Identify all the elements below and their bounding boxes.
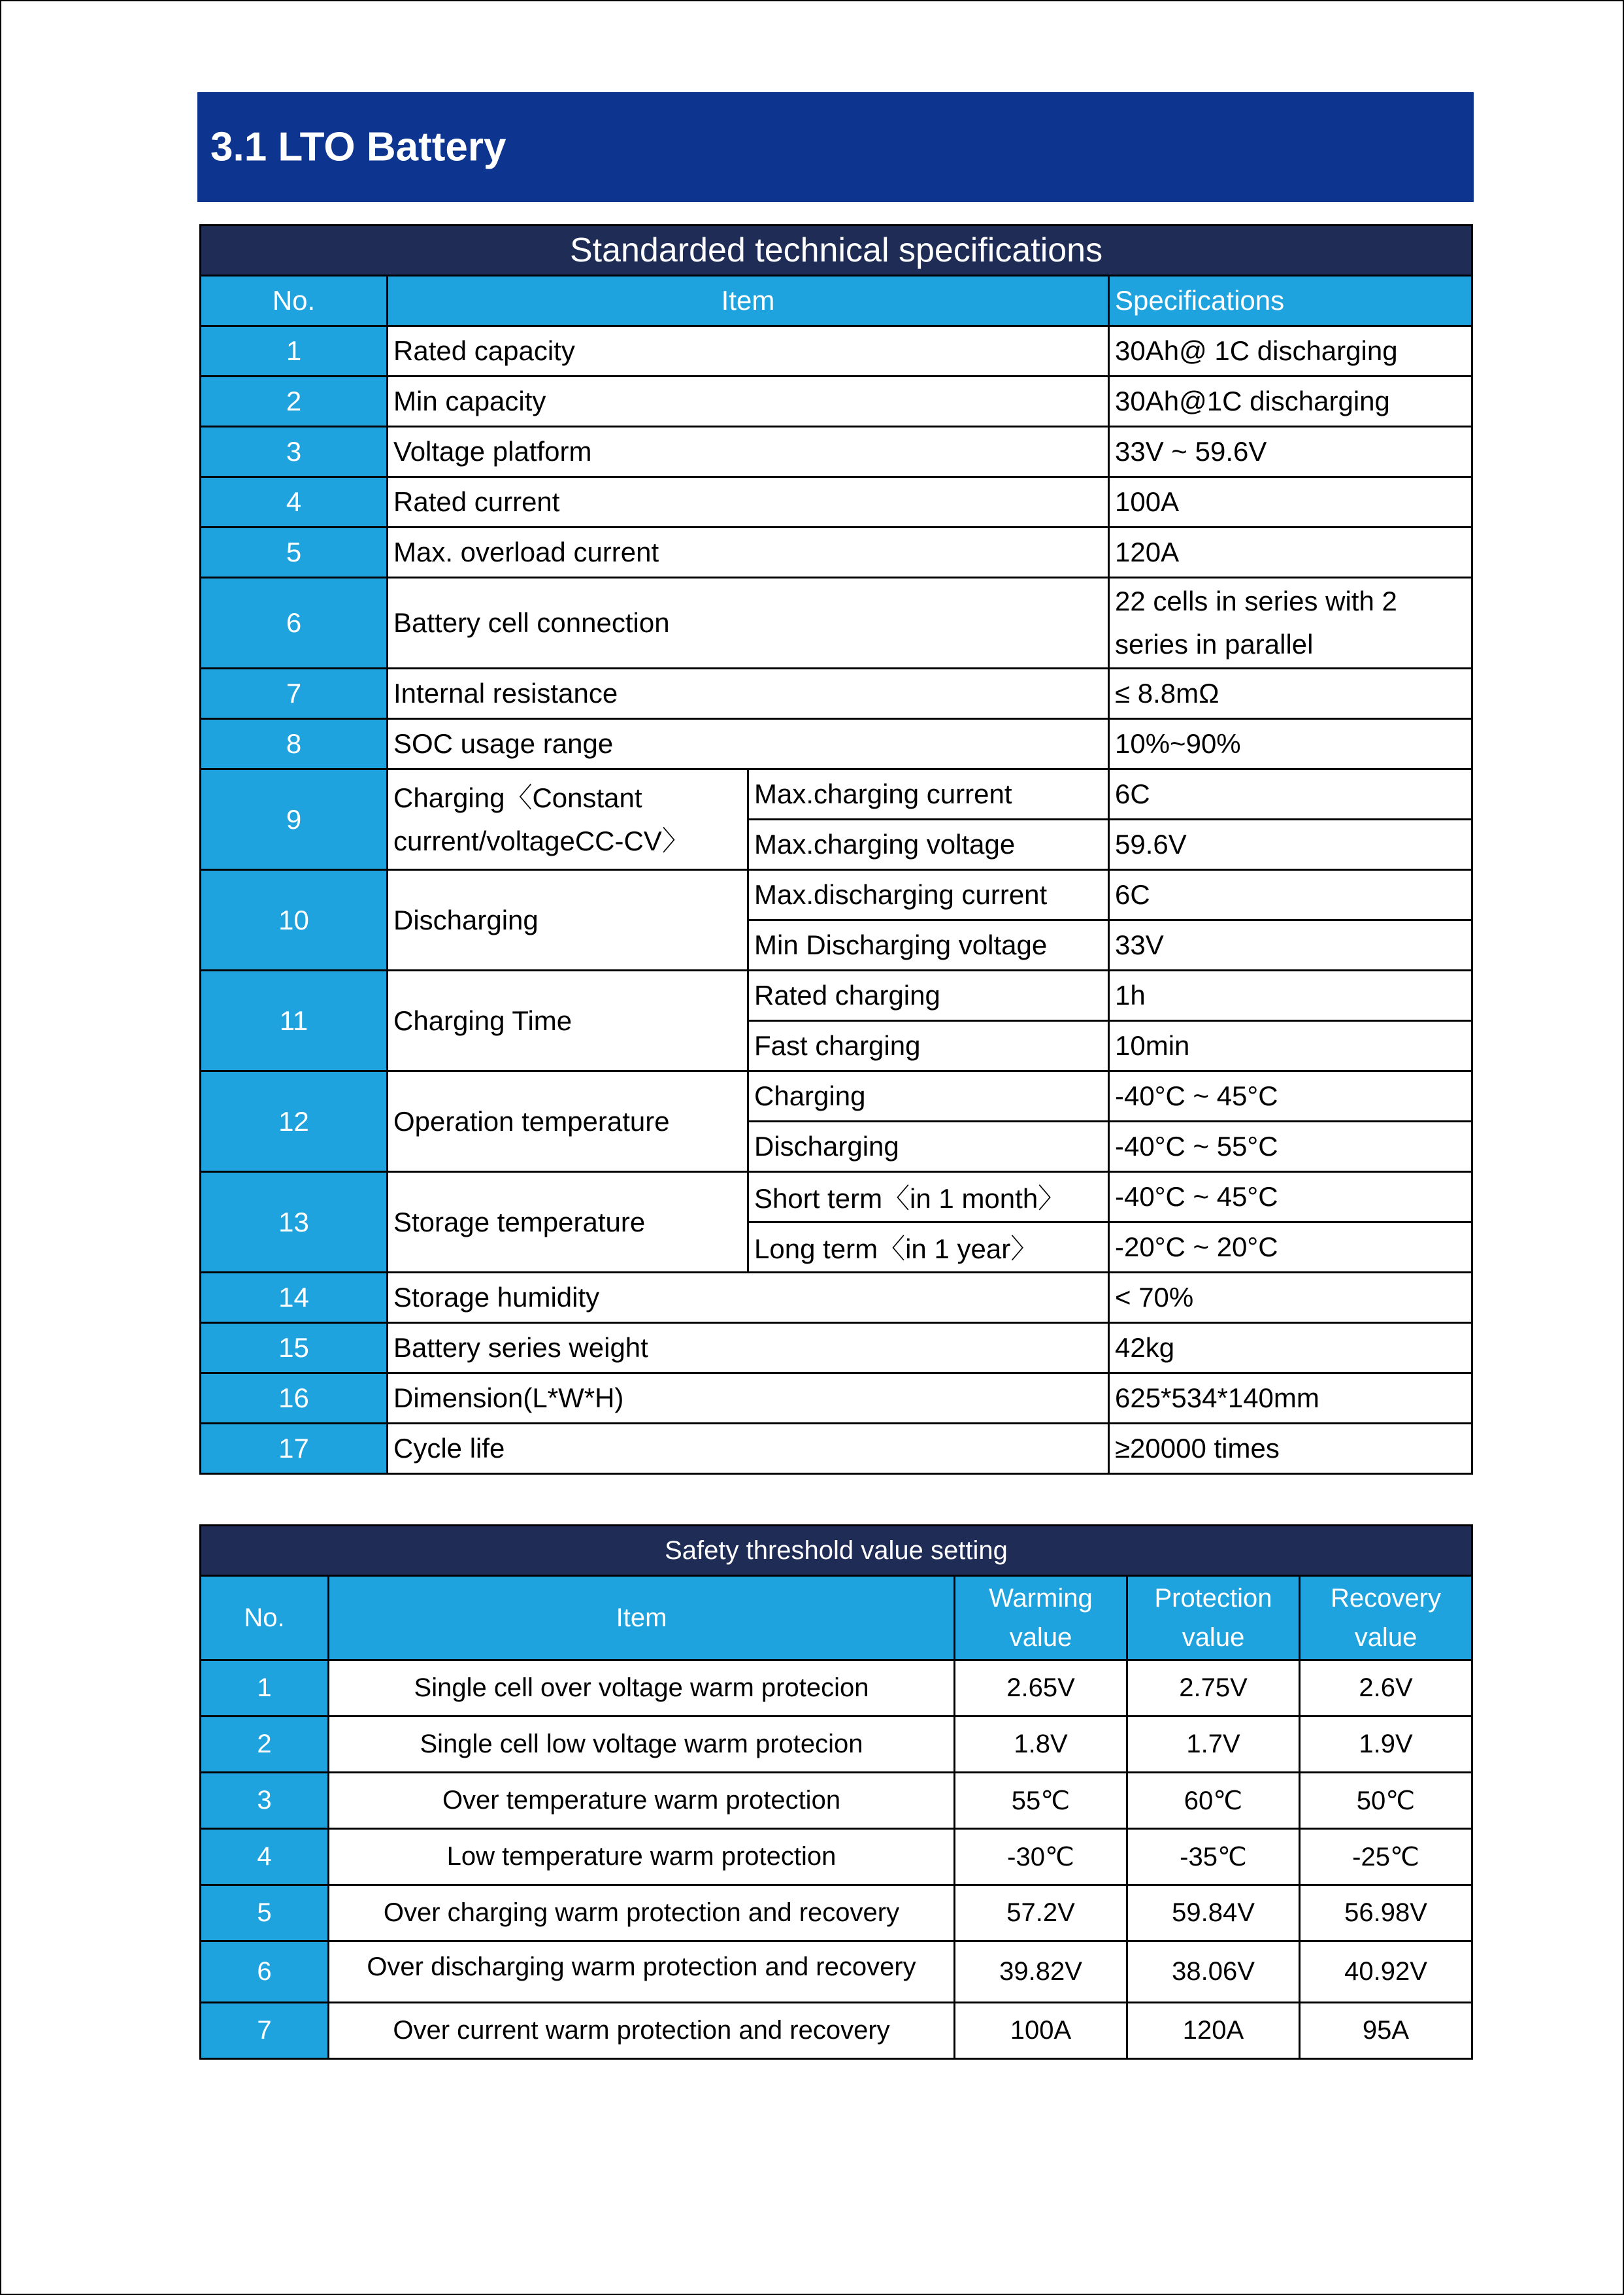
row-item: Voltage platform — [388, 427, 1109, 477]
row-spec: 6C — [1109, 870, 1472, 920]
row-no: 7 — [201, 2003, 329, 2059]
row-spec: 625*534*140mm — [1109, 1373, 1472, 1424]
row-item: Charging Time — [388, 971, 748, 1071]
row-no: 5 — [201, 1885, 329, 1941]
row-protection: 120A — [1127, 2003, 1300, 2059]
table-row — [201, 1717, 1472, 1773]
row-item: Over current warm protection and recovery — [329, 2003, 955, 2059]
table-row — [201, 326, 1472, 377]
row-spec: -40°C ~ 45°C — [1109, 1172, 1472, 1222]
row-warming: 39.82V — [955, 1941, 1127, 2003]
header-spec: Specifications — [1109, 276, 1472, 326]
row-item: Battery cell connection — [388, 578, 1109, 669]
row-recovery: 1.9V — [1300, 1717, 1472, 1773]
header-no: No. — [201, 276, 388, 326]
row-item: Discharging — [388, 870, 748, 971]
row-protection: 1.7V — [1127, 1717, 1300, 1773]
row-item: Storage temperature — [388, 1172, 748, 1273]
row-warming: 57.2V — [955, 1885, 1127, 1941]
row-no: 8 — [201, 719, 388, 769]
row-item: Low temperature warm protection — [329, 1829, 955, 1885]
row-spec: 10%~90% — [1109, 719, 1472, 769]
table-row — [201, 528, 1472, 578]
row-spec: 1h — [1109, 971, 1472, 1021]
row-subitem: Discharging — [748, 1122, 1109, 1172]
row-no: 10 — [201, 870, 388, 971]
table-row — [201, 1773, 1472, 1829]
table-row — [201, 1424, 1472, 1474]
table-row — [201, 719, 1472, 769]
row-spec: 33V — [1109, 920, 1472, 971]
row-no: 1 — [201, 1660, 329, 1717]
row-no: 3 — [201, 427, 388, 477]
row-protection: 59.84V — [1127, 1885, 1300, 1941]
safety-band-row — [201, 1526, 1472, 1576]
spec-band-row — [201, 226, 1472, 276]
row-spec: ≤ 8.8mΩ — [1109, 669, 1472, 719]
row-spec: 120A — [1109, 528, 1472, 578]
table-row — [201, 769, 1472, 820]
row-warming: 100A — [955, 2003, 1127, 2059]
table-row — [201, 427, 1472, 477]
row-item: Over temperature warm protection — [329, 1773, 955, 1829]
row-protection: 2.75V — [1127, 1660, 1300, 1717]
header-protection-value: Protection value — [1127, 1576, 1300, 1660]
row-no: 11 — [201, 971, 388, 1071]
row-item: Rated capacity — [388, 326, 1109, 377]
row-no: 4 — [201, 1829, 329, 1885]
row-item: Min capacity — [388, 377, 1109, 427]
row-item: Over charging warm protection and recovery — [329, 1885, 955, 1941]
row-no: 4 — [201, 477, 388, 528]
row-no: 13 — [201, 1172, 388, 1273]
row-spec: 6C — [1109, 769, 1472, 820]
row-item: Internal resistance — [388, 669, 1109, 719]
row-no: 7 — [201, 669, 388, 719]
row-item: Cycle life — [388, 1424, 1109, 1474]
row-item: Single cell over voltage warm protecion — [329, 1660, 955, 1717]
table-row — [201, 2003, 1472, 2059]
row-item-cell — [329, 1941, 955, 2003]
row-spec: -20°C ~ 20°C — [1109, 1222, 1472, 1273]
header-no: No. — [201, 1576, 329, 1660]
safety-table — [199, 1524, 1473, 2060]
row-spec: 10min — [1109, 1021, 1472, 1071]
row-no: 5 — [201, 528, 388, 578]
row-spec: -40°C ~ 55°C — [1109, 1122, 1472, 1172]
row-spec: 33V ~ 59.6V — [1109, 427, 1472, 477]
header-item: Item — [329, 1576, 955, 1660]
spec-table — [199, 224, 1473, 1475]
row-no: 16 — [201, 1373, 388, 1424]
row-protection: 38.06V — [1127, 1941, 1300, 2003]
spec-header-row — [201, 276, 1472, 326]
row-warming: 1.8V — [955, 1717, 1127, 1773]
table-row — [201, 1323, 1472, 1373]
row-recovery: 2.6V — [1300, 1660, 1472, 1717]
row-recovery: 95A — [1300, 2003, 1472, 2059]
header-item: Item — [388, 276, 1109, 326]
row-subitem: Short term〈in 1 month〉 — [748, 1172, 1109, 1222]
safety-band-title: Safety threshold value setting — [201, 1526, 1472, 1576]
table-row — [201, 669, 1472, 719]
row-item: Operation temperature — [388, 1071, 748, 1172]
row-item: SOC usage range — [388, 719, 1109, 769]
row-subitem: Long term〈in 1 year〉 — [748, 1222, 1109, 1273]
row-subitem: Charging — [748, 1071, 1109, 1122]
row-item: Single cell low voltage warm protecion — [329, 1717, 955, 1773]
row-item: Over discharging warm protection and recovery — [367, 1952, 916, 1981]
row-no: 6 — [201, 578, 388, 669]
row-no: 15 — [201, 1323, 388, 1373]
row-subitem: Fast charging — [748, 1021, 1109, 1071]
row-item: Rated current — [388, 477, 1109, 528]
row-spec: 22 cells in series with 2 series in parallel — [1109, 578, 1472, 669]
row-no: 9 — [201, 769, 388, 870]
row-subitem: Max.discharging current — [748, 870, 1109, 920]
row-subitem: Rated charging — [748, 971, 1109, 1021]
row-recovery: -25℃ — [1300, 1829, 1472, 1885]
row-item: Max. overload current — [388, 528, 1109, 578]
header-recovery-value: Recovery value — [1300, 1576, 1472, 1660]
row-item: Dimension(L*W*H) — [388, 1373, 1109, 1424]
table-row — [201, 870, 1472, 920]
row-recovery: 56.98V — [1300, 1885, 1472, 1941]
row-protection: 60℃ — [1127, 1773, 1300, 1829]
row-no: 12 — [201, 1071, 388, 1172]
table-row — [201, 1660, 1472, 1717]
row-subitem: Max.charging current — [748, 769, 1109, 820]
row-spec: 59.6V — [1109, 820, 1472, 870]
row-no: 2 — [201, 377, 388, 427]
row-recovery: 50℃ — [1300, 1773, 1472, 1829]
row-spec: 42kg — [1109, 1323, 1472, 1373]
table-row — [201, 971, 1472, 1021]
row-no: 1 — [201, 326, 388, 377]
table-row — [201, 1829, 1472, 1885]
row-warming: 55℃ — [955, 1773, 1127, 1829]
table-row — [201, 477, 1472, 528]
safety-header-row — [201, 1576, 1472, 1660]
row-spec: 30Ah@ 1C discharging — [1109, 326, 1472, 377]
page-title: 3.1 LTO Battery — [210, 124, 506, 170]
table-row — [201, 1172, 1472, 1222]
table-row — [201, 1885, 1472, 1941]
row-subitem: Min Discharging voltage — [748, 920, 1109, 971]
row-spec: 30Ah@1C discharging — [1109, 377, 1472, 427]
row-item: Charging〈Constant current/voltageCC-CV〉 — [388, 769, 748, 870]
row-spec: 100A — [1109, 477, 1472, 528]
row-warming: -30℃ — [955, 1829, 1127, 1885]
table-row — [201, 1941, 1472, 2003]
row-spec: < 70% — [1109, 1273, 1472, 1323]
row-subitem: Max.charging voltage — [748, 820, 1109, 870]
spec-band-title: Standarded technical specifications — [201, 226, 1472, 276]
table-row — [201, 1273, 1472, 1323]
table-row — [201, 1071, 1472, 1122]
row-item: Battery series weight — [388, 1323, 1109, 1373]
row-no: 2 — [201, 1717, 329, 1773]
row-spec: ≥20000 times — [1109, 1424, 1472, 1474]
header-warming-value: Warming value — [955, 1576, 1127, 1660]
row-recovery: 40.92V — [1300, 1941, 1472, 2003]
row-no: 6 — [201, 1941, 329, 2003]
row-no: 3 — [201, 1773, 329, 1829]
row-protection: -35℃ — [1127, 1829, 1300, 1885]
table-row — [201, 377, 1472, 427]
row-no: 14 — [201, 1273, 388, 1323]
table-row — [201, 578, 1472, 669]
row-spec: -40°C ~ 45°C — [1109, 1071, 1472, 1122]
row-no: 17 — [201, 1424, 388, 1474]
title-banner — [197, 92, 1474, 202]
table-row — [201, 1373, 1472, 1424]
row-item: Storage humidity — [388, 1273, 1109, 1323]
row-warming: 2.65V — [955, 1660, 1127, 1717]
